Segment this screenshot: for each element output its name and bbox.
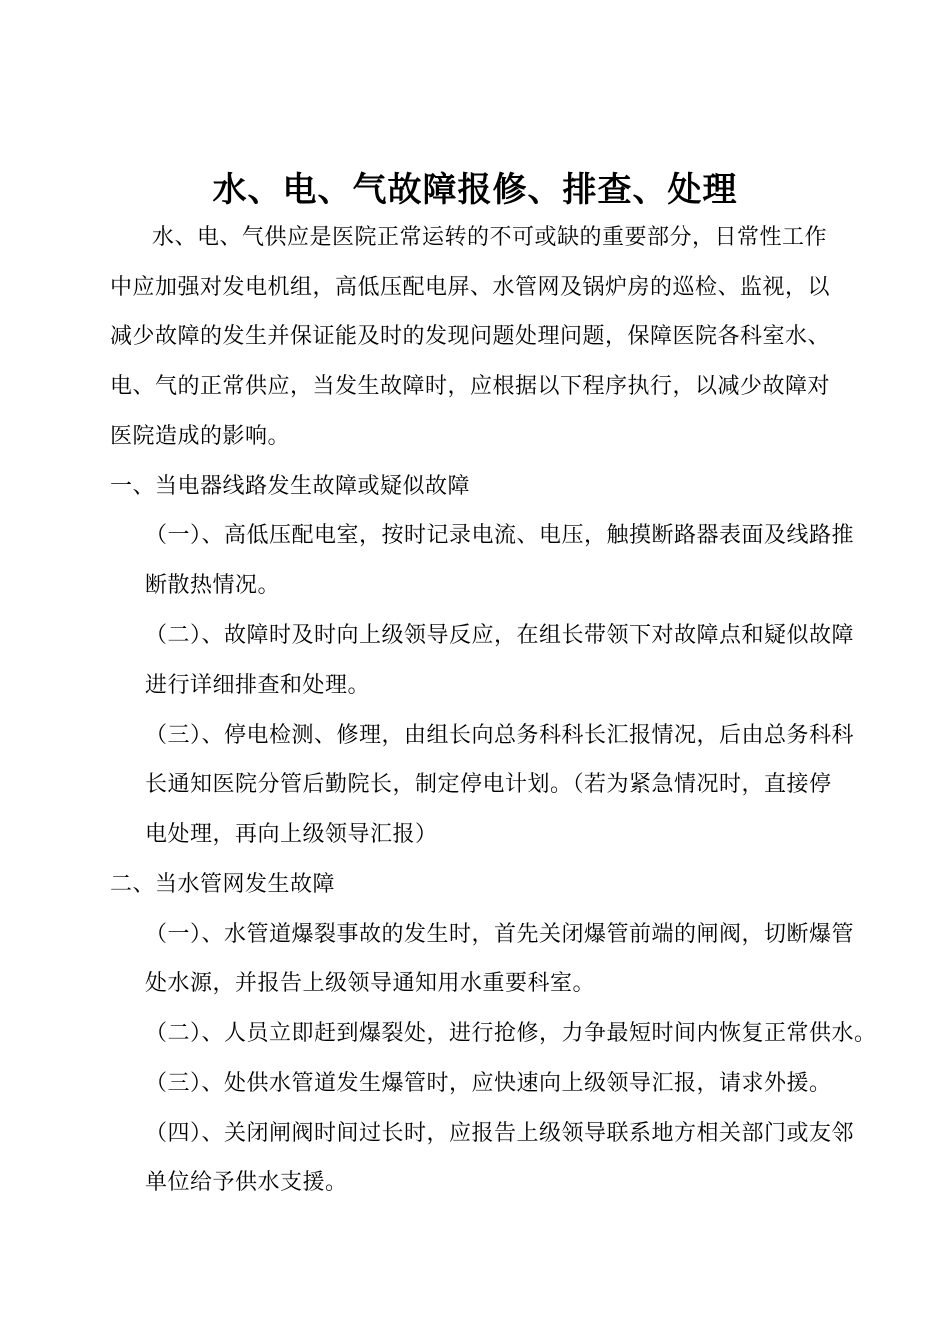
section1-item1-line2: 断散热情况。 — [145, 573, 281, 598]
section1-item3-line1: （三）、停电检测、修理，由组长向总务科科长汇报情况，后由总务科科 — [145, 723, 855, 748]
section2-heading: 二、当水管网发生故障 — [110, 872, 336, 897]
document-title: 水、电、气故障报修、排查、处理 — [212, 170, 738, 210]
section1-item3-line3: 电处理，再向上级领导汇报） — [145, 822, 438, 847]
section2-item3-line1: （三）、处供水管道发生爆管时，应快速向上级领导汇报，请求外援。 — [145, 1071, 832, 1096]
section1-item1-line1: （一）、高低压配电室，按时记录电流、电压，触摸断路器表面及线路推 — [145, 523, 855, 548]
section2-item4-line2: 单位给予供水支援。 — [145, 1170, 348, 1195]
intro-line-5: 医院造成的影响。 — [110, 424, 291, 449]
intro-line-2: 中应加强对发电机组，高低压配电屏、水管网及锅炉房的巡检、监视，以 — [110, 275, 831, 300]
section2-item1-line1: （一）、水管道爆裂事故的发生时，首先关闭爆管前端的闸阀，切断爆管 — [145, 922, 855, 947]
section1-item2-line1: （二）、故障时及时向上级领导反应，在组长带领下对故障点和疑似故障 — [145, 623, 855, 648]
intro-line-1: 水、电、气供应是医院正常运转的不可或缺的重要部分，日常性工作 — [152, 225, 828, 250]
section2-item2-line1: （二）、人员立即赶到爆裂处，进行抢修，力争最短时间内恢复正常供水。 — [145, 1021, 877, 1046]
section1-item3-line2: 长通知医院分管后勤院长，制定停电计划。（若为紧急情况时，直接停 — [145, 772, 832, 797]
intro-line-3: 减少故障的发生并保证能及时的发现问题处理问题，保障医院各科室水、 — [110, 324, 831, 349]
section1-item2-line2: 进行详细排查和处理。 — [145, 673, 371, 698]
section1-heading: 一、当电器线路发生故障或疑似故障 — [110, 474, 471, 499]
intro-line-4: 电、气的正常供应，当发生故障时，应根据以下程序执行，以减少故障对 — [110, 374, 831, 399]
section2-item4-line1: （四）、关闭闸阀时间过长时，应报告上级领导联系地方相关部门或友邻 — [145, 1121, 855, 1146]
section2-item1-line2: 处水源，并报告上级领导通知用水重要科室。 — [145, 971, 596, 996]
